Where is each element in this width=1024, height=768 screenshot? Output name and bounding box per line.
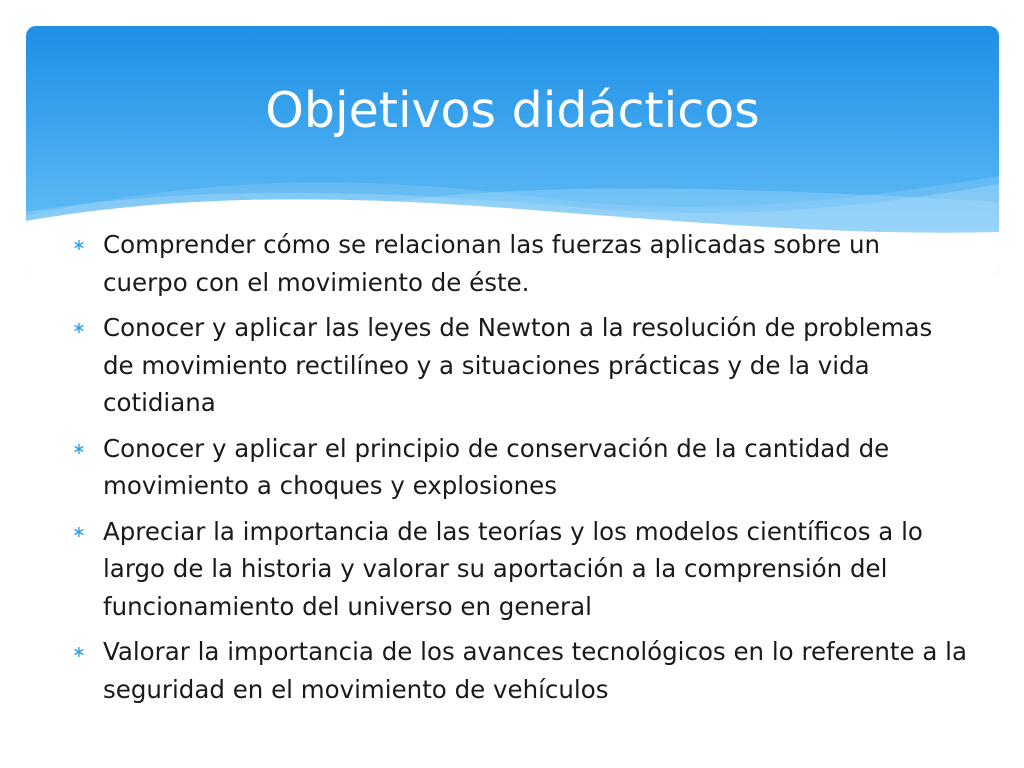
asterisk-bullet-icon: ∗ xyxy=(72,521,86,541)
bullet-text: Apreciar la importancia de las teorías y los modelos científicos a lo largo de la historia y valorar su aportación a la comprensión del funcionamiento del universo en general xyxy=(103,516,923,621)
bullet-text: Conocer y aplicar el principio de conservación de la cantidad de movimiento a choques y explosiones xyxy=(103,433,890,500)
bullet-item xyxy=(70,633,970,708)
asterisk-bullet-icon: ∗ xyxy=(72,318,86,337)
slide-content xyxy=(70,226,970,716)
bullet-item xyxy=(70,430,970,505)
asterisk-bullet-icon: ∗ xyxy=(72,438,86,458)
bullet-item xyxy=(70,309,970,422)
bullet-item xyxy=(70,226,970,301)
bullet-item xyxy=(70,513,970,626)
bullet-text: Conocer y aplicar las leyes de Newton a la resolución de problemas de movimiento rectilíneo y a situaciones prácticas y de la vida cotidiana xyxy=(103,313,933,417)
bullet-list xyxy=(70,226,970,708)
slide-title: Objetivos didácticos xyxy=(265,82,760,139)
bullet-text: Comprender cómo se relacionan las fuerzas aplicadas sobre un cuerpo con el movimiento de éste. xyxy=(103,230,881,297)
asterisk-bullet-icon: ∗ xyxy=(72,642,86,661)
asterisk-bullet-icon: ∗ xyxy=(72,235,86,254)
bullet-text: Valorar la importancia de los avances tecnológicos en lo referente a la seguridad en el movimiento de vehículos xyxy=(103,637,967,704)
